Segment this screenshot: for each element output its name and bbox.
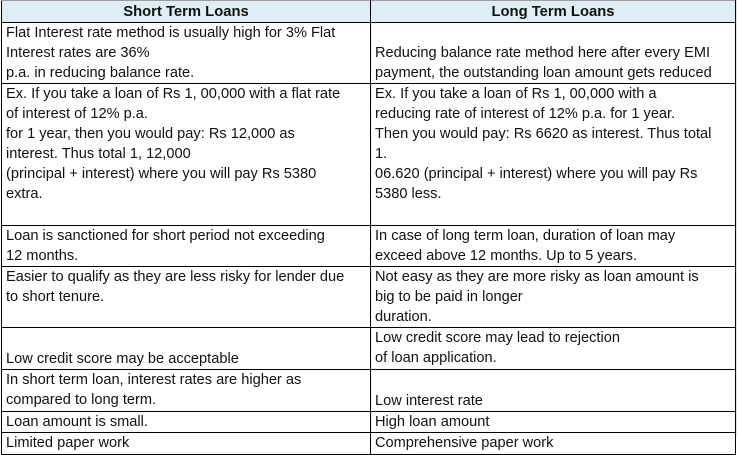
header-row [2, 1, 736, 23]
table-row [2, 370, 736, 412]
cell-short-loan-amount: Loan amount is small. [2, 412, 371, 433]
table-row [2, 267, 736, 328]
table-row [2, 328, 736, 370]
cell-long-loan-amount: High loan amount [371, 412, 736, 433]
cell-short-credit-score: Low credit score may be acceptable [2, 328, 371, 370]
cell-long-paper-work: Comprehensive paper work [371, 433, 736, 455]
cell-short-paper-work: Limited paper work [2, 433, 371, 455]
loan-comparison-table [1, 0, 736, 455]
cell-short-example: Ex. If you take a loan of Rs 1, 00,000 with a flat rate of interest of 12% p.a. for 1 year, then you would pay: Rs 12,000 as interest. Thus total 1, 12,000 (principal + interest) where you will pay Rs 5380 extra. [2, 84, 371, 226]
table-row [2, 84, 736, 226]
table-row [2, 226, 736, 267]
cell-long-interest-rate: Low interest rate [371, 370, 736, 412]
cell-long-example: Ex. If you take a loan of Rs 1, 00,000 with a reducing rate of interest of 12% p.a. for 1 year. Then you would pay: Rs 6620 as interest. Thus total 1. 06.620 (principal + interest) where you will pay Rs 5380 less. [371, 84, 736, 226]
cell-short-interest-rate: In short term loan, interest rates are higher as compared to long term. [2, 370, 371, 412]
spreadsheet-gridline [736, 0, 737, 436]
cell-long-duration: In case of long term loan, duration of loan may exceed above 12 months. Up to 5 years. [371, 226, 736, 267]
table-row [2, 412, 736, 433]
cell-short-interest-method: Flat Interest rate method is usually high for 3% Flat Interest rates are 36% p.a. in reducing balance rate. [2, 23, 371, 84]
table-row [2, 23, 736, 84]
cell-long-qualification: Not easy as they are more risky as loan amount is big to be paid in longer duration. [371, 267, 736, 328]
header-short-term-loans: Short Term Loans [2, 1, 371, 23]
cell-short-duration: Loan is sanctioned for short period not exceeding 12 months. [2, 226, 371, 267]
cell-short-qualification: Easier to qualify as they are less risky for lender due to short tenure. [2, 267, 371, 328]
table-row [2, 433, 736, 455]
cell-long-interest-method: Reducing balance rate method here after every EMI payment, the outstanding loan amount gets reduced [371, 23, 736, 84]
header-long-term-loans: Long Term Loans [371, 1, 736, 23]
cell-long-credit-score: Low credit score may lead to rejection of loan application. [371, 328, 736, 370]
